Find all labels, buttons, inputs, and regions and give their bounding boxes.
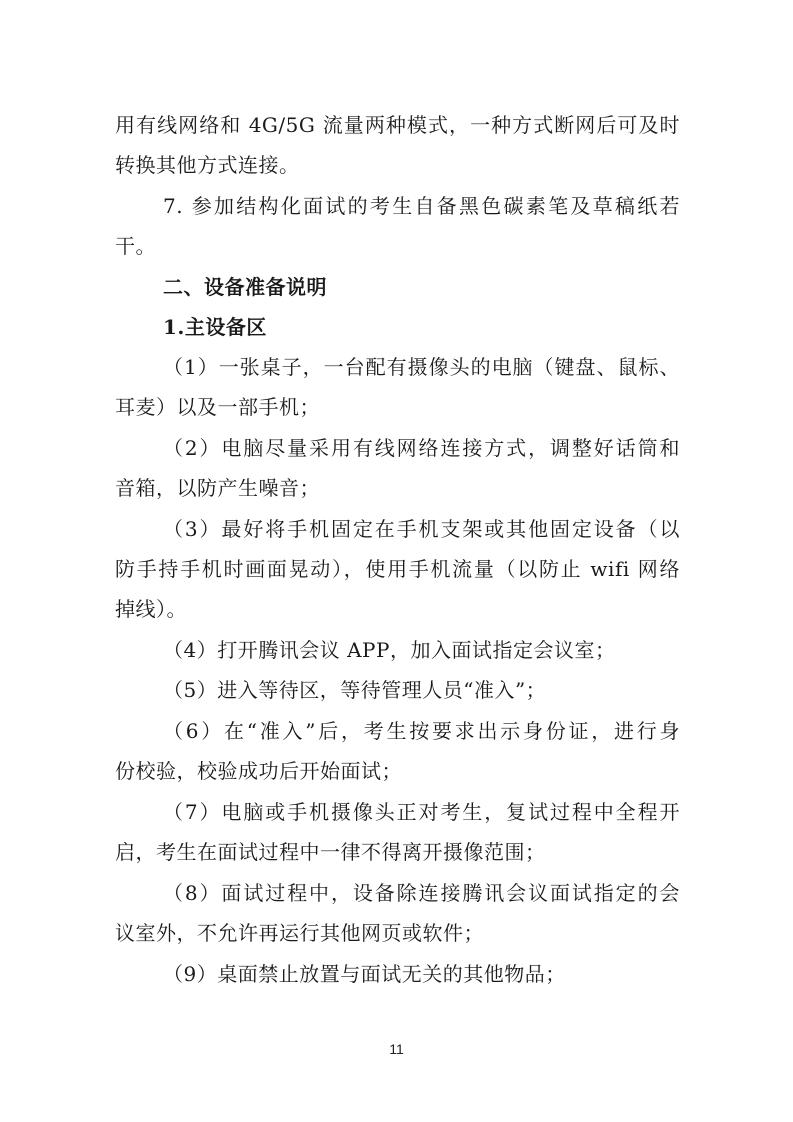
list-item-3-line-2: 防手持手机时画面晃动），使用手机流量（以防止 wifi 网络 — [115, 557, 680, 581]
item-7-line-2: 干。 — [115, 234, 156, 258]
list-item-9: （9）桌面禁止放置与面试无关的其他物品； — [163, 962, 566, 986]
list-item-6-line-1: （6）在“准入”后，考生按要求出示身份证，进行身 — [163, 719, 680, 743]
subsection-heading: 1.主设备区 — [163, 315, 267, 339]
list-item-2-line-1: （2）电脑尽量采用有线网络连接方式，调整好话筒和 — [163, 436, 680, 460]
list-item-8-line-2: 议室外，不允许再运行其他网页或软件； — [115, 921, 484, 945]
list-item-1-line-1: （1）一张桌子，一台配有摄像头的电脑（键盘、鼠标、 — [163, 355, 680, 379]
list-item-5: （5）进入等待区，等待管理人员“准入”； — [163, 678, 547, 702]
list-item-7-line-2: 启，考生在面试过程中一律不得离开摄像范围； — [115, 840, 546, 864]
list-item-1-line-2: 耳麦）以及一部手机； — [115, 395, 320, 419]
body-line-2: 转换其他方式连接。 — [115, 153, 300, 177]
list-item-6-line-2: 份校验，校验成功后开始面试； — [115, 759, 402, 783]
list-item-7-line-1: （7）电脑或手机摄像头正对考生，复试过程中全程开 — [163, 800, 680, 824]
list-item-3-line-3: 掉线）。 — [115, 597, 187, 621]
list-item-2-line-2: 音箱，以防产生噪音； — [115, 476, 320, 500]
list-item-8-line-1: （8）面试过程中，设备除连接腾讯会议面试指定的会 — [163, 881, 680, 905]
body-line-1: 用有线网络和 4G/5G 流量两种模式，一种方式断网后可及时 — [115, 113, 680, 137]
section-heading: 二、设备准备说明 — [163, 275, 327, 299]
page-number: 11 — [389, 1041, 404, 1057]
list-item-3-line-1: （3）最好将手机固定在手机支架或其他固定设备（以 — [163, 517, 680, 541]
list-item-4: （4）打开腾讯会议 APP，加入面试指定会议室； — [163, 638, 616, 662]
item-7-line-1: 7. 参加结构化面试的考生自备黑色碳素笔及草稿纸若 — [163, 194, 680, 218]
